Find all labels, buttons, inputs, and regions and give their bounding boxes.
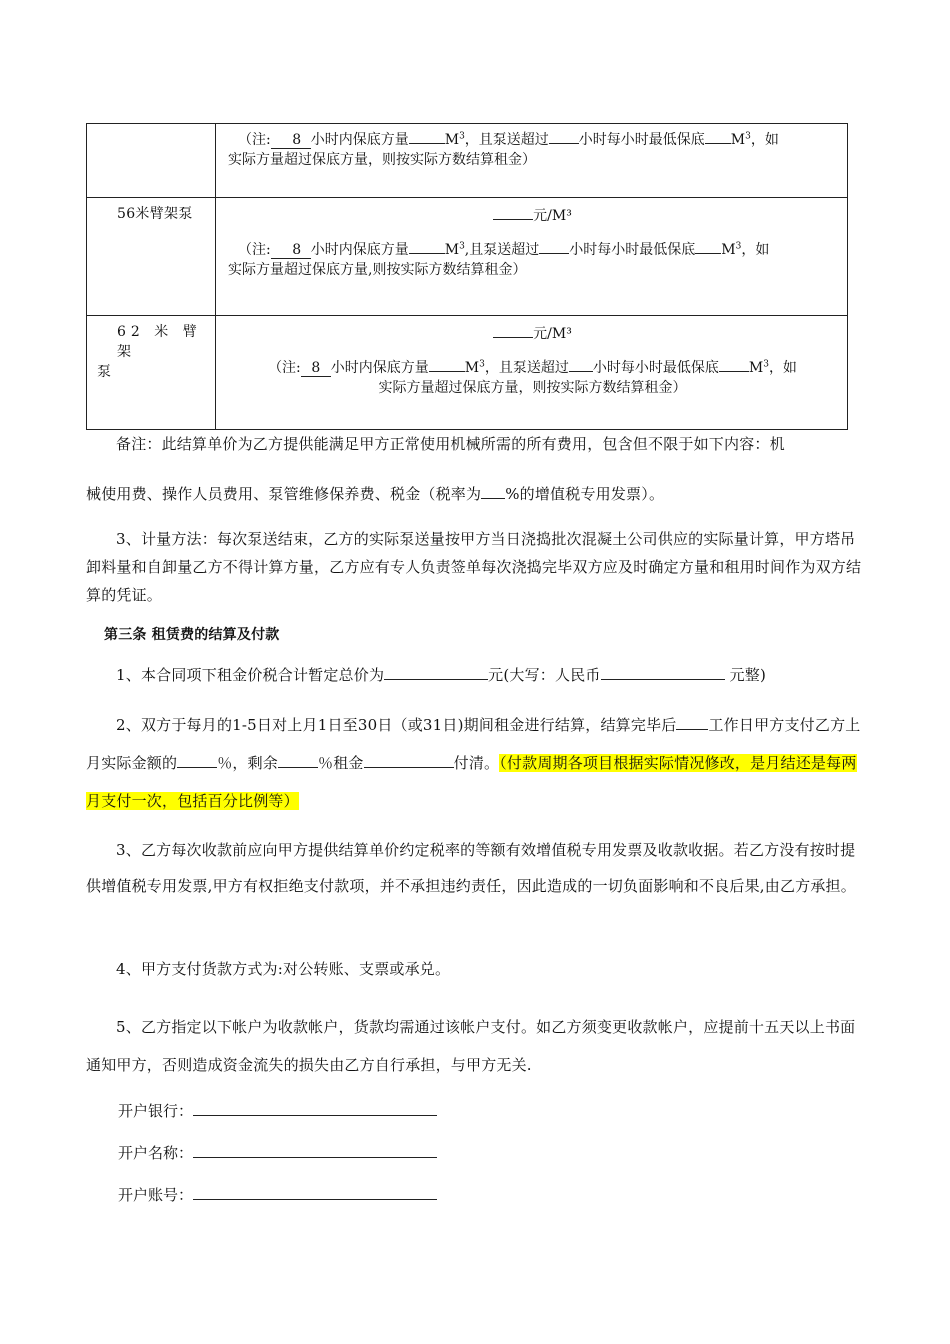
- rate-note-line2: 实际方量超过保底方量，则按实际方数结算租金）: [228, 152, 536, 168]
- highlighted-note: （付款周期各项目根据实际情况修改，是月结还是每两月支付一次，包括百分比例等）: [86, 754, 857, 810]
- rate-note: （注: 8 小时内保底方量 $M^3$，且泵送超过 小时每小时最低保底 $M^3$，如: [226, 356, 839, 378]
- unit-price: 元/M³: [226, 204, 839, 226]
- unit-price: 元/M³: [226, 322, 839, 344]
- measurement-clause: 3、计量方法：每次泵送结束，乙方的实际泵送量按甲方当日浇捣批次混凝土公司供应的实际量计算，甲方塔吊卸料量和自卸量乙方不得计算方量，乙方应有专人负责签单每次浇捣完毕双方应及时确定方量和租用时间作为双方结算的凭证。: [86, 530, 862, 604]
- remark-line1: 备注：此结算单价为乙方提供能满足甲方正常使用机械所需的所有费用，包含但不限于如下内容：机: [116, 435, 785, 453]
- rate-note-line2: 实际方量超过保底方量，则按实际方数结算租金）: [378, 380, 687, 396]
- account-number: 开户账号：: [118, 1183, 437, 1206]
- rate-note: （注: 8 小时内保底方量 $M^3$，且泵送超过 小时每小时最低保底 $M^3$，如: [226, 128, 839, 150]
- equipment-cell: [87, 316, 216, 430]
- remark-line2: 械使用费、操作人员费用、泵管维修保养费、税金（税率为 %的增值税专用发票）。: [86, 485, 665, 503]
- rate-cell: [216, 316, 848, 430]
- table-row: [87, 124, 848, 198]
- equipment-label-line2: 泵: [97, 364, 111, 380]
- equipment-cell: [87, 198, 216, 316]
- rate-cell: [216, 198, 848, 316]
- number-field: [193, 1183, 437, 1200]
- article3-clause4: 4、甲方支付货款方式为:对公转账、支票或承兑。: [116, 960, 451, 978]
- equipment-label: 56米臂架泵: [117, 206, 193, 222]
- equipment-label: 62 米 臂 架: [117, 324, 202, 360]
- article3-clause3: 3、乙方每次收款前应向甲方提供结算单价约定税率的等额有效增值税专用发票及收款收据。若乙方没有按时提供增值税专用发票,甲方有权拒绝支付款项，并不承担违约责任，因此造成的一切负面影响和不良后果,由乙方承担。: [86, 841, 856, 895]
- article3-heading: 第三条 租赁费的结算及付款: [104, 627, 280, 643]
- table-row: [87, 198, 848, 316]
- name-field: [193, 1141, 437, 1158]
- bank-field: [193, 1099, 437, 1116]
- article3-clause1: 1、本合同项下租金价税合计暂定总价为 元(大写：人民币 元整): [116, 666, 767, 684]
- equipment-cell-empty: [87, 124, 216, 198]
- rate-note: （注: 8 小时内保底方量 $M^3$,且泵送超过 小时每小时最低保底 $M^3$，如: [226, 238, 839, 260]
- rate-cell: [216, 124, 848, 198]
- article3-clause5: 5、乙方指定以下帐户为收款帐户，货款均需通过该帐户支付。如乙方须变更收款帐户，应提前十五天以上书面通知甲方，否则造成资金流失的损失由乙方自行承担，与甲方无关.: [86, 1018, 856, 1074]
- account-bank: 开户银行：: [118, 1099, 437, 1122]
- rental-rate-table: [86, 123, 848, 430]
- rate-note-line2: 实际方量超过保底方量,则按实际方数结算租金）: [228, 262, 527, 278]
- article3-clause2: 2、双方于每月的1-5日对上月1日至30日（或31日)期间租金进行结算，结算完毕后 工作日甲方支付乙方上月实际金额的 ％，剩余 ％租金 付清。（付款周期各项目根据实际情况修改，是月结还是每两月支付一次，包括百分比例等）: [86, 716, 861, 810]
- table-row: [87, 316, 848, 430]
- account-name: 开户名称：: [118, 1141, 437, 1164]
